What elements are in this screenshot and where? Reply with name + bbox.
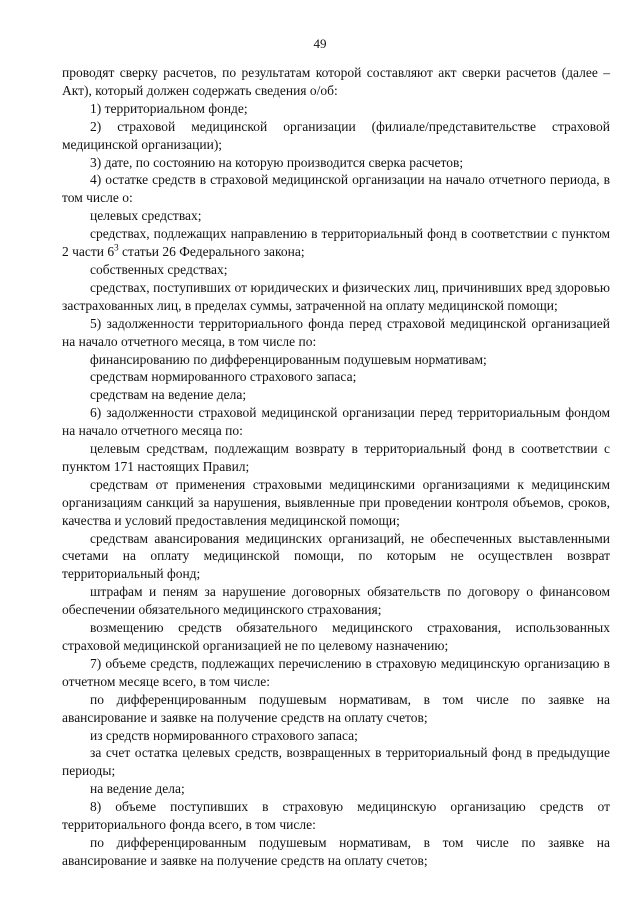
sub-item-funds-to-transfer-text: средствах, подлежащих направлению в территориальный фонд в соответствии с пунктом 2 части 6 (62, 226, 610, 260)
list-item-2: 2) страховой медицинской организации (филиале/представительстве страховой медицинской организации); (62, 118, 610, 152)
sub-item-funds-to-transfer (62, 225, 610, 261)
sub-item-for-business: на ведение дела; (90, 781, 185, 797)
sub-item-business: средствам на ведение дела; (90, 387, 247, 403)
list-item-5: 5) задолженности территориального фонда перед страховой медицинской организацией на начало отчетного месяца, в том числе по: (62, 315, 610, 349)
sub-item-sanctions: средствам от применения страховыми медицинскими организациями к медицинским организациям санкций за нарушения, выявленные при проведении контроля объемов, сроков, качества и условий предоставления медицинской помощи; (62, 476, 610, 528)
sub-item-differentiated-received: по дифференцированным подушевым нормативам, в том числе по заявке на авансирование и заявке на получение средств на оплату счетов; (62, 834, 610, 868)
sub-item-advance: средствам авансирования медицинских организаций, не обеспеченных выставленными счетами на оплату медицинской помощи, по которым не осуществлен возврат территориальный фонд; (62, 530, 610, 582)
list-item-4: 4) остатке средств в страховой медицинской организации на начало отчетного периода, в том числе о: (62, 172, 610, 206)
sub-item-differentiated: по дифференцированным подушевым нормативам, в том числе по заявке на авансирование и заявке на получение средств на оплату счетов; (62, 691, 610, 725)
sub-item-reimbursement: возмещению средств обязательного медицинского страхования, использованных страховой медицинской организацией не по целевому назначению; (62, 620, 610, 653)
list-item-3: 3) дате, по состоянию на которую производится сверка расчетов; (90, 154, 464, 170)
sub-item-financing: финансированию по дифференцированным подушевым нормативам; (90, 351, 487, 367)
sub-item-penalties: штрафам и пеням за нарушение договорных обязательств по договору о финансовом обеспечении обязательного медицинского страхования; (62, 584, 610, 618)
page-number: 49 (313, 36, 327, 51)
list-item-1: 1) территориальном фонде; (90, 100, 248, 116)
superscript-3: 3 (114, 242, 119, 253)
sub-item-from-reserve: из средств нормированного страхового запаса; (90, 727, 358, 743)
sub-item-reserve: средствам нормированного страхового запаса; (90, 369, 357, 385)
list-item-8: 8) объеме поступивших в страховую медицинскую организацию средств от территориального фонда всего, в том числе: (62, 799, 610, 833)
document-body (62, 64, 610, 870)
sub-item-returned-balance: за счет остатка целевых средств, возвращенных в территориальный фонд в предыдущие периоды; (62, 745, 610, 779)
list-item-6: 6) задолженности страховой медицинской организации перед территориальным фондом на начало отчетного месяца по: (62, 405, 610, 439)
sub-item-return: целевым средствам, подлежащим возврату в территориальный фонд в соответствии с пунктом 171 настоящих Правил; (62, 441, 610, 474)
list-item-7: 7) объеме средств, подлежащих перечислению в страховую медицинскую организацию в отчетном месяце всего, в том числе: (62, 655, 610, 689)
sub-item-received-funds: средствах, поступивших от юридических и физических лиц, причинивших вред здоровью застрахованных лиц, в пределах суммы, затраченной на оплату медицинской помощи; (62, 279, 610, 313)
paragraph-intro: проводят сверку расчетов, по результатам которой составляют акт сверки расчетов (далее – Акт), который должен содержать сведения о/об: (62, 65, 610, 98)
sub-item-funds-to-transfer-tail: статьи 26 Федерального закона; (118, 244, 305, 260)
sub-item-own-funds: собственных средствах; (90, 261, 228, 277)
sub-item-target-funds: целевых средствах; (90, 208, 202, 224)
